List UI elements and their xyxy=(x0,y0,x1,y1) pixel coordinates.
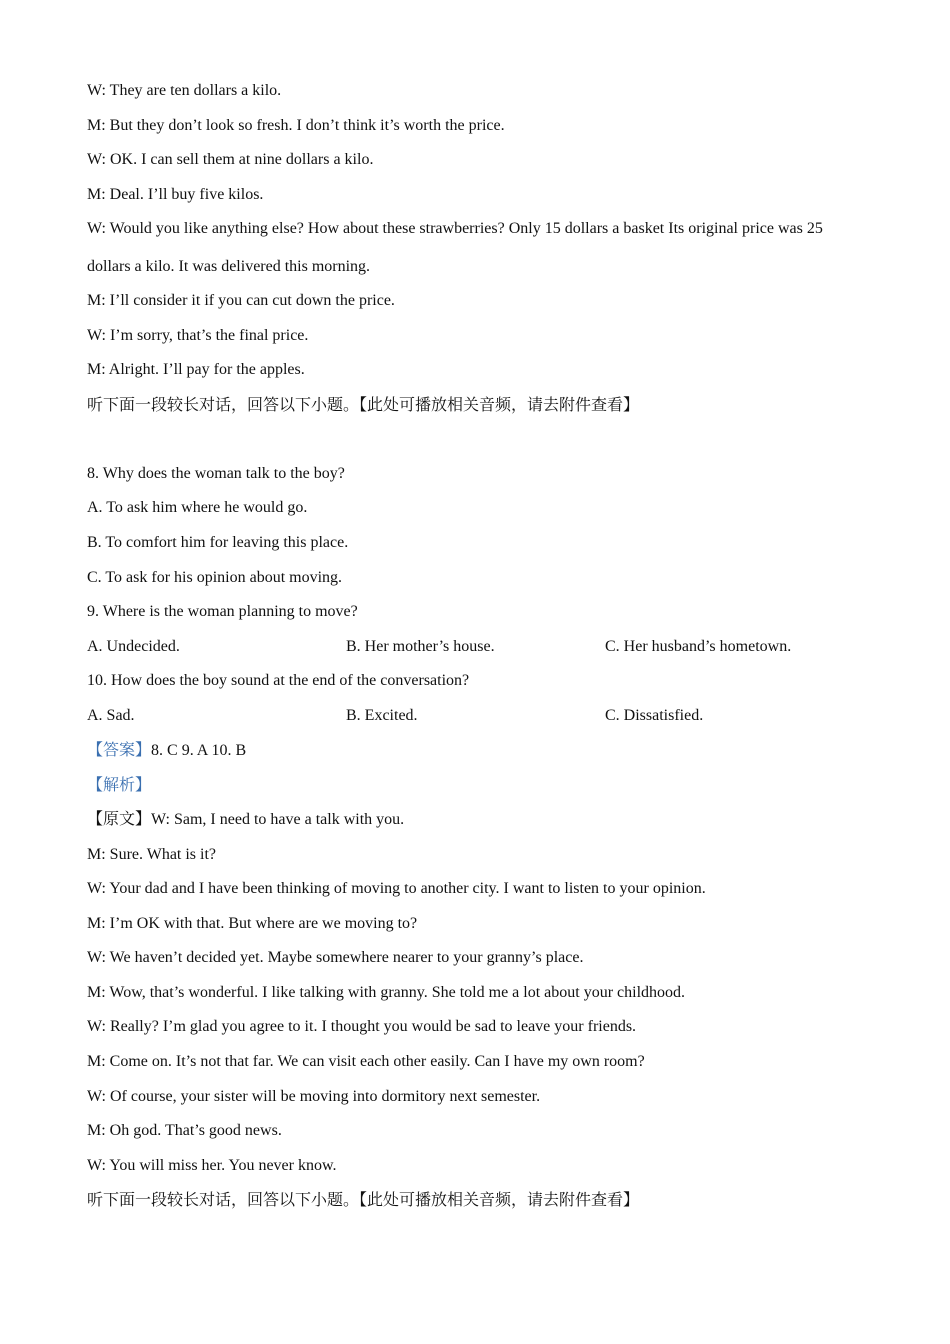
dialogue-line: dollars a kilo. It was delivered this morning. xyxy=(87,258,371,275)
dialogue-line: W: We haven’t decided yet. Maybe somewhere nearer to your granny’s place. xyxy=(87,949,584,966)
listening-instruction: 听下面一段较长对话，回答以下小题。【此处可播放相关音频，请去附件查看】 xyxy=(87,397,640,414)
answer-label: 【答案】 xyxy=(87,742,152,759)
analysis-label: 【解析】 xyxy=(87,777,152,794)
dialogue-line: M: I’m OK with that. But where are we moving to? xyxy=(87,915,418,932)
dialogue-line: W: You will miss her. You never know. xyxy=(87,1157,337,1174)
answer-line xyxy=(87,741,246,761)
listening-instruction: 听下面一段较长对话，回答以下小题。【此处可播放相关音频，请去附件查看】 xyxy=(87,1192,640,1209)
question-9-option-c: C. Her husband’s hometown. xyxy=(605,638,792,655)
question-9-option-a: A. Undecided. xyxy=(87,638,180,655)
dialogue-line: W: I’m sorry, that’s the final price. xyxy=(87,327,309,344)
question-10-options xyxy=(87,706,887,726)
dialogue-line: M: Come on. It’s not that far. We can visit each other easily. Can I have my own room? xyxy=(87,1053,645,1070)
dialogue-line: M: I’ll consider it if you can cut down the price. xyxy=(87,292,395,309)
dialogue-line: M: Deal. I’ll buy five kilos. xyxy=(87,186,264,203)
dialogue-line: W: Your dad and I have been thinking of moving to another city. I want to listen to your opinion. xyxy=(87,880,706,897)
dialogue-line: W: OK. I can sell them at nine dollars a kilo. xyxy=(87,151,374,168)
question-8-option-c: C. To ask for his opinion about moving. xyxy=(87,569,343,586)
question-10-option-c: C. Dissatisfied. xyxy=(605,707,704,724)
question-10-stem: 10. How does the boy sound at the end of the conversation? xyxy=(87,672,470,689)
question-9-options xyxy=(87,637,887,657)
dialogue-line: M: Alright. I’ll pay for the apples. xyxy=(87,361,305,378)
question-8-stem: 8. Why does the woman talk to the boy? xyxy=(87,465,345,482)
dialogue-line: W: Of course, your sister will be moving into dormitory next semester. xyxy=(87,1088,541,1105)
dialogue-line: M: Oh god. That’s good news. xyxy=(87,1122,282,1139)
dialogue-line: M: Sure. What is it? xyxy=(87,846,217,863)
question-9-stem: 9. Where is the woman planning to move? xyxy=(87,603,358,620)
dialogue-line: W: Would you like anything else? How about these strawberries? Only 15 dollars a basket Its original price was 25 xyxy=(87,220,823,237)
dialogue-line: W: Sam, I need to have a talk with you. xyxy=(151,811,405,828)
question-9-option-b: B. Her mother’s house. xyxy=(346,638,495,655)
dialogue-line: W: Really? I’m glad you agree to it. I thought you would be sad to leave your friends. xyxy=(87,1018,637,1035)
dialogue-line: W: They are ten dollars a kilo. xyxy=(87,82,282,99)
answer-text: 8. C 9. A 10. B xyxy=(151,742,247,759)
original-first-line xyxy=(87,810,404,830)
original-label: 【原文】 xyxy=(87,811,152,828)
question-8-option-b: B. To comfort him for leaving this place. xyxy=(87,534,349,551)
question-10-option-b: B. Excited. xyxy=(346,707,418,724)
dialogue-line: M: But they don’t look so fresh. I don’t think it’s worth the price. xyxy=(87,117,505,134)
question-8-option-a: A. To ask him where he would go. xyxy=(87,499,308,516)
question-10-option-a: A. Sad. xyxy=(87,707,135,724)
dialogue-line: M: Wow, that’s wonderful. I like talking with granny. She told me a lot about your childhood. xyxy=(87,984,686,1001)
